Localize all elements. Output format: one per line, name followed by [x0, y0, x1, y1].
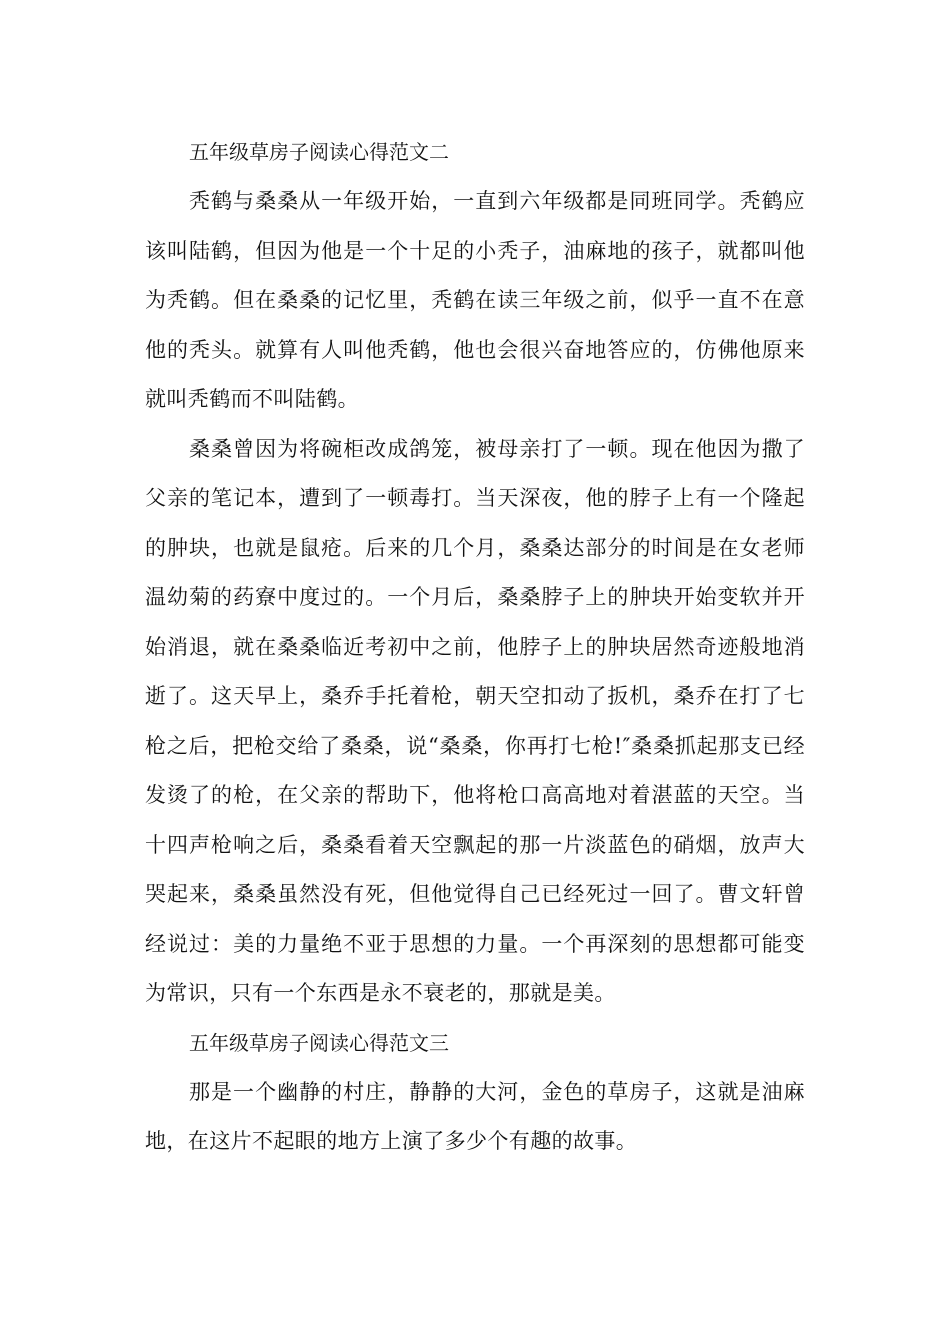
section-heading-2: 五年级草房子阅读心得范文二: [189, 140, 449, 164]
document-page: [145, 128, 805, 1167]
paragraph: 桑桑曾因为将碗柜改成鸽笼，被母亲打了一顿。现在他因为撒了父亲的笔记本，遭到了一顿毒打。当天深夜，他的脖子上有一个隆起的肿块，也就是鼠疮。后来的几个月，桑桑达部分的时间是在女老师温幼菊的药寮中度过的。一个月后，桑桑脖子上的肿块开始变软并开始消退，就在桑桑临近考初中之前，他脖子上的肿块居然奇迹般地消逝了。这天早上，桑乔手托着枪，朝天空扣动了扳机，桑乔在打了七枪之后，把枪交给了桑桑，说“桑桑，你再打七枪!″桑桑抓起那支已经发烫了的枪，在父亲的帮助下，他将枪口高高地对着湛蓝的天空。当十四声枪响之后，桑桑看着天空飘起的那一片淡蓝色的硝烟，放声大哭起来，桑桑虽然没有死，但他觉得自己已经死过一回了。曹文轩曾经说过：美的力量绝不亚于思想的力量。一个再深刻的思想都可能变为常识，只有一个东西是永不衰老的，那就是美。: [145, 436, 805, 1005]
paragraph: 秃鹤与桑桑从一年级开始，一直到六年级都是同班同学。秃鹤应该叫陆鹤，但因为他是一个十足的小秃子，油麻地的孩子，就都叫他为秃鹤。但在桑桑的记忆里，秃鹤在读三年级之前，似乎一直不在意他的秃头。就算有人叫他秃鹤，他也会很兴奋地答应的，仿佛他原来就叫秃鹤而不叫陆鹤。: [145, 189, 805, 411]
section-heading-3: 五年级草房子阅读心得范文三: [189, 1030, 449, 1055]
paragraph: 那是一个幽静的村庄，静静的大河，金色的草房子，这就是油麻地，在这片不起眼的地方上演了多少个有趣的故事。: [145, 1079, 805, 1153]
